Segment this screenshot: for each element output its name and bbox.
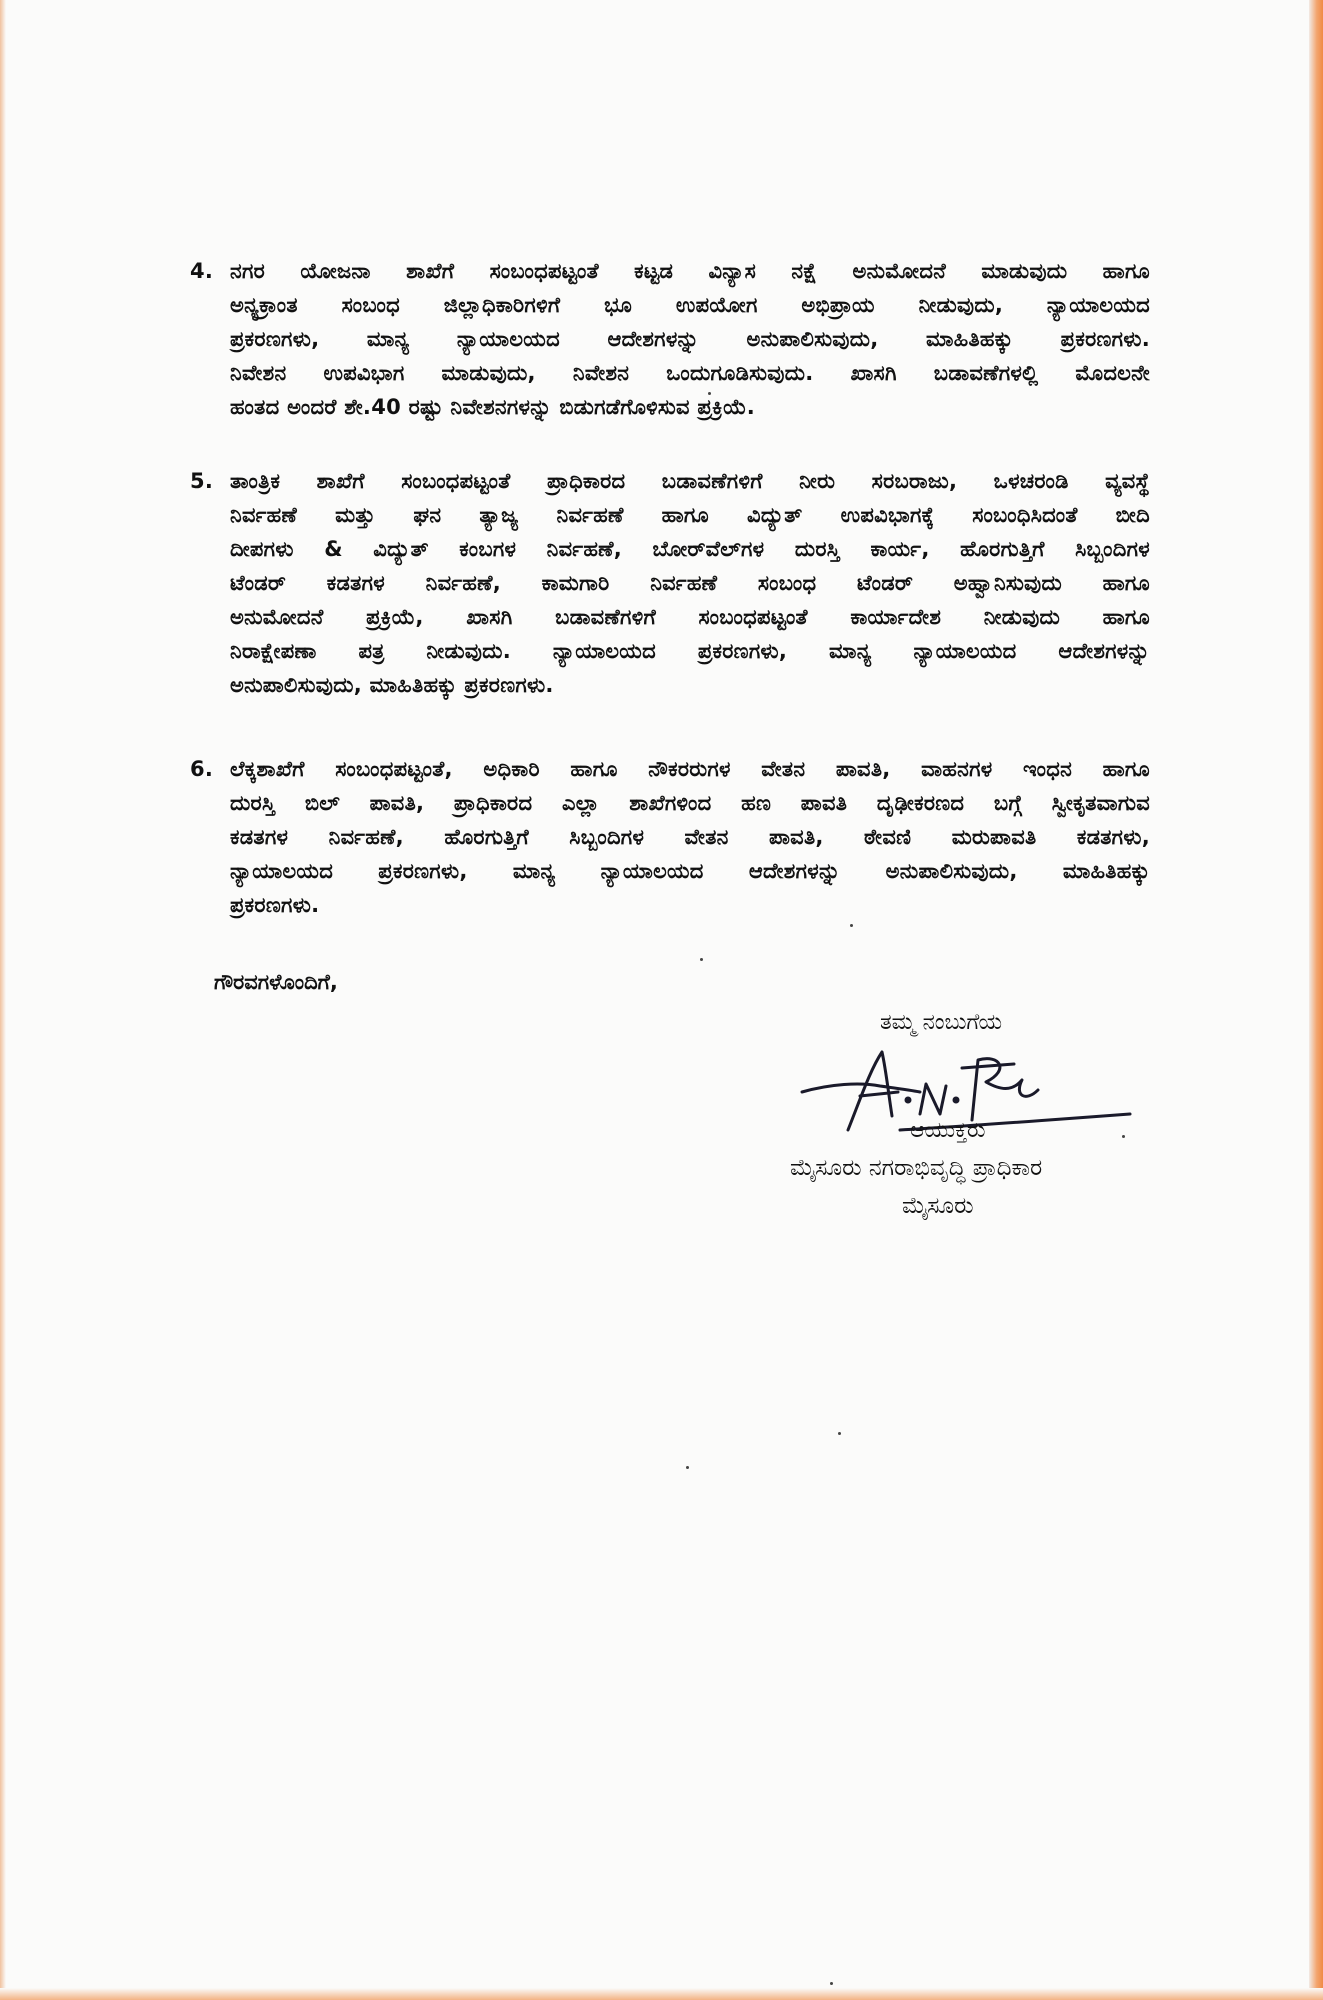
item-line: ನ್ಯಾಯಾಲಯದ ಪ್ರಕರಣಗಳು, ಮಾನ್ಯ ನ್ಯಾಯಾಲಯದ ಆದೇಶಗಳನ್ನು ಅನುಪಾಲಿಸುವುದು, ಮಾಹಿತಿಹಕ್ಕು	[230, 859, 1150, 883]
item-line: ಪ್ರಕರಣಗಳು.	[230, 893, 320, 917]
item-line: ನಿರ್ವಹಣೆ ಮತ್ತು ಘನ ತ್ಯಾಜ್ಯ ನಿರ್ವಹಣೆ ಹಾಗೂ ವಿದ್ಯುತ್ ಉಪವಿಭಾಗಕ್ಕೆ ಸಂಬಂಧಿಸಿದಂತೆ ಬೀದಿ	[230, 503, 1150, 527]
scan-speck	[700, 958, 703, 961]
signatory-city: ಮೈಸೂರು	[902, 1193, 974, 1219]
item-number: 6.	[190, 757, 214, 781]
scan-speck	[686, 1466, 689, 1469]
item-line: ಅನುಪಾಲಿಸುವುದು, ಮಾಹಿತಿಹಕ್ಕು ಪ್ರಕರಣಗಳು.	[230, 673, 554, 697]
scan-edge-bottom	[0, 1988, 1323, 2000]
item-line: ನಿವೇಶನ ಉಪವಿಭಾಗ ಮಾಡುವುದು, ನಿವೇಶನ ಒಂದುಗೂಡಿಸುವುದು. ಖಾಸಗಿ ಬಡಾವಣೆಗಳಲ್ಲಿ ಮೊದಲನೇ	[230, 361, 1150, 385]
list-item-6	[190, 752, 1150, 922]
scan-speck	[1122, 1135, 1125, 1138]
item-line: ದುರಸ್ತಿ ಬಿಲ್ ಪಾವತಿ, ಪ್ರಾಧಿಕಾರದ ಎಲ್ಲಾ ಶಾಖೆಗಳಿಂದ ಹಣ ಪಾವತಿ ದೃಢೀಕರಣದ ಬಗ್ಗೆ ಸ್ವೀಕೃತವಾಗುವ	[230, 791, 1150, 815]
item-line: ಅನುಮೋದನೆ ಪ್ರಕ್ರಿಯೆ, ಖಾಸಗಿ ಬಡಾವಣೆಗಳಿಗೆ ಸಂಬಂಧಪಟ್ಟಂತೆ ಕಾರ್ಯಾದೇಶ ನೀಡುವುದು ಹಾಗೂ	[230, 605, 1150, 629]
item-line: ಪ್ರಕರಣಗಳು, ಮಾನ್ಯ ನ್ಯಾಯಾಲಯದ ಆದೇಶಗಳನ್ನು ಅನುಪಾಲಿಸುವುದು, ಮಾಹಿತಿಹಕ್ಕು ಪ್ರಕರಣಗಳು.	[230, 327, 1150, 351]
closing-salutation: ಗೌರವಗಳೊಂದಿಗೆ,	[214, 970, 338, 994]
item-line: ಅನ್ಯಕ್ರಾಂತ ಸಂಬಂಧ ಜಿಲ್ಲಾಧಿಕಾರಿಗಳಿಗೆ ಭೂ ಉಪಯೋಗ ಅಭಿಪ್ರಾಯ ನೀಡುವುದು, ನ್ಯಾಯಾಲಯದ	[230, 293, 1150, 317]
list-item-5	[190, 464, 1150, 702]
item-line: ಕಡತಗಳ ನಿರ್ವಹಣೆ, ಹೊರಗುತ್ತಿಗೆ ಸಿಬ್ಬಂದಿಗಳ ವೇತನ ಪಾವತಿ, ಠೇವಣಿ ಮರುಪಾವತಿ ಕಡತಗಳು,	[230, 825, 1150, 849]
item-line: ಲೆಕ್ಕಶಾಖೆಗೆ ಸಂಬಂಧಪಟ್ಟಂತೆ, ಅಧಿಕಾರಿ ಹಾಗೂ ನೌಕರರುಗಳ ವೇತನ ಪಾವತಿ, ವಾಹನಗಳ ಇಂಧನ ಹಾಗೂ	[230, 757, 1150, 781]
item-line: ನಗರ ಯೋಜನಾ ಶಾಖೆಗೆ ಸಂಬಂಧಪಟ್ಟಂತೆ ಕಟ್ಟಡ ವಿನ್ಯಾಸ ನಕ್ಷೆ ಅನುಮೋದನೆ ಮಾಡುವುದು ಹಾಗೂ	[230, 259, 1150, 283]
scan-edge-left	[0, 0, 6, 2000]
item-line: ತಾಂತ್ರಿಕ ಶಾಖೆಗೆ ಸಂಬಂಧಪಟ್ಟಂತೆ ಪ್ರಾಧಿಕಾರದ ಬಡಾವಣೆಗಳಿಗೆ ನೀರು ಸರಬರಾಜು, ಒಳಚರಂಡಿ ವ್ಯವಸ್ಥೆ	[230, 469, 1150, 493]
signature-block	[770, 1010, 1150, 1230]
scan-edge-right	[1309, 0, 1323, 2000]
scan-speck	[838, 1432, 841, 1435]
signatory-designation: ಆಯುಕ್ತರು	[910, 1118, 986, 1143]
item-number: 4.	[190, 259, 214, 283]
item-line: ನಿರಾಕ್ಷೇಪಣಾ ಪತ್ರ ನೀಡುವುದು. ನ್ಯಾಯಾಲಯದ ಪ್ರಕರಣಗಳು, ಮಾನ್ಯ ನ್ಯಾಯಾಲಯದ ಆದೇಶಗಳನ್ನು	[230, 639, 1150, 663]
item-line: ಟೆಂಡರ್ ಕಡತಗಳ ನಿರ್ವಹಣೆ, ಕಾಮಗಾರಿ ನಿರ್ವಹಣೆ ಸಂಬಂಧ ಟೆಂಡರ್ ಅಹ್ವಾನಿಸುವುದು ಹಾಗೂ	[230, 571, 1150, 595]
item-number: 5.	[190, 469, 214, 493]
list-item-4	[190, 254, 1150, 424]
item-line: ಹಂತದ ಅಂದರೆ ಶೇ.40 ರಷ್ಟು ನಿವೇಶನಗಳನ್ನು ಬಿಡುಗಡೆಗೊಳಿಸುವ ಪ್ರಕ್ರಿಯೆ.	[230, 395, 756, 419]
scan-speck	[850, 924, 853, 927]
scan-speck	[708, 392, 711, 395]
signatory-organization: ಮೈಸೂರು ನಗರಾಭಿವೃದ್ಧಿ ಪ್ರಾಧಿಕಾರ	[790, 1155, 1043, 1181]
yours-faithfully: ತಮ್ಮ ನಂಬುಗೆಯ	[880, 1010, 1003, 1035]
item-line: ದೀಪಗಳು & ವಿದ್ಯುತ್ ಕಂಬಗಳ ನಿರ್ವಹಣೆ, ಬೋರ್‌ವೆಲ್‌ಗಳ ದುರಸ್ತಿ ಕಾರ್ಯ, ಹೊರಗುತ್ತಿಗೆ ಸಿಬ್ಬಂದಿಗಳ	[230, 537, 1150, 561]
scan-speck	[830, 1982, 833, 1985]
